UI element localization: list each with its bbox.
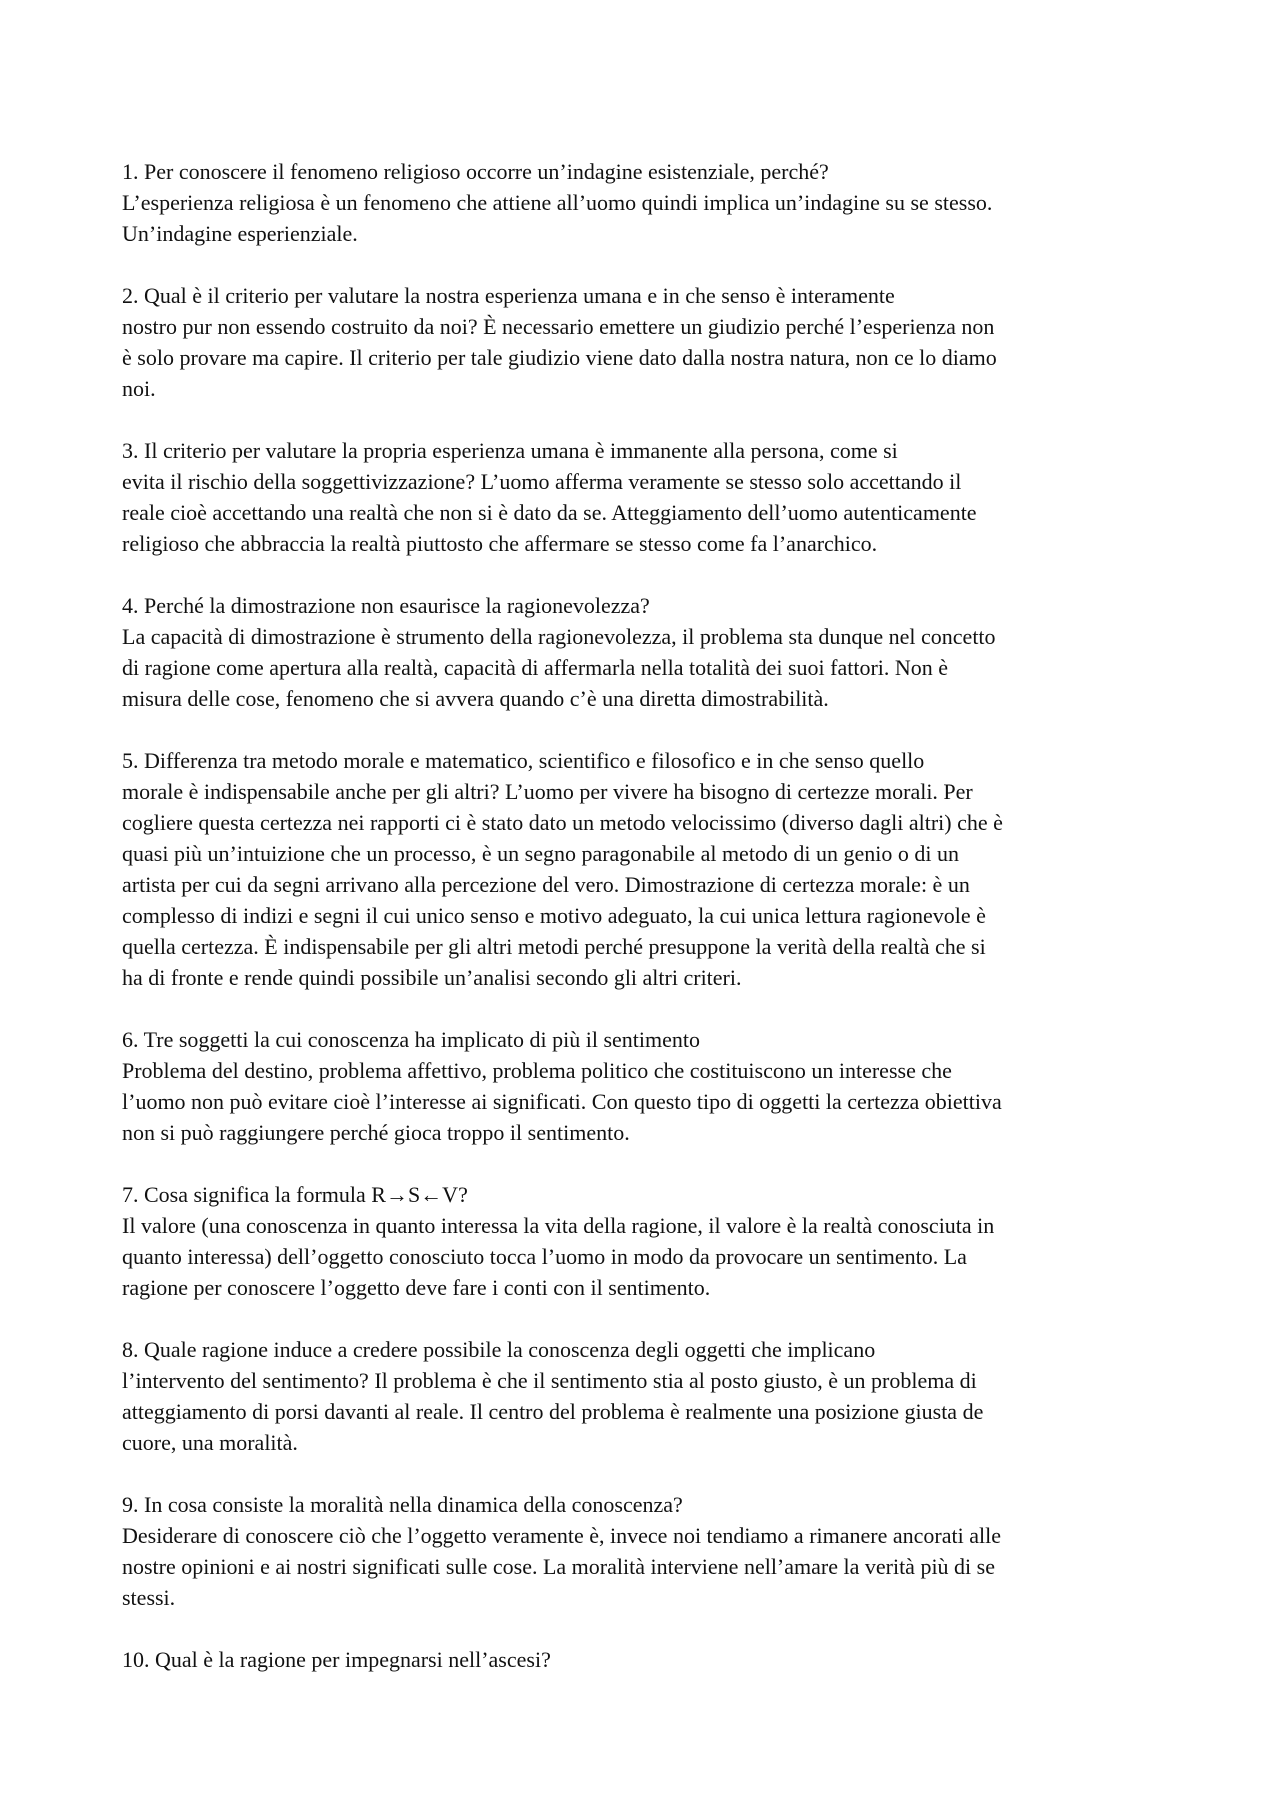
- question-10: [122, 1644, 1172, 1675]
- question-9-line-2: Desiderare di conoscere ciò che l’oggetto veramente è, invece noi tendiamo a rimanere ancorati alle: [122, 1523, 1001, 1548]
- question-8-line-2: l’intervento del sentimento? Il problema è che il sentimento stia al posto giusto, è un problema di: [122, 1368, 977, 1393]
- question-3: [122, 435, 1172, 559]
- question-5-line-7: quella certezza. È indispensabile per gli altri metodi perché presuppone la verità della realtà che si: [122, 934, 986, 959]
- question-9-line-1: 9. In cosa consiste la moralità nella dinamica della conoscenza?: [122, 1492, 683, 1517]
- question-4-line-1: 4. Perché la dimostrazione non esaurisce la ragionevolezza?: [122, 593, 650, 618]
- question-6-line-4: non si può raggiungere perché gioca troppo il sentimento.: [122, 1120, 630, 1145]
- question-3-line-1: 3. Il criterio per valutare la propria esperienza umana è immanente alla persona, come si: [122, 438, 898, 463]
- question-2-line-4: noi.: [122, 376, 156, 401]
- question-8-line-1: 8. Quale ragione induce a credere possibile la conoscenza degli oggetti che implicano: [122, 1337, 876, 1362]
- question-2-line-2: nostro pur non essendo costruito da noi? È necessario emettere un giudizio perché l’esperienza non: [122, 314, 995, 339]
- question-6-line-3: l’uomo non può evitare cioè l’interesse ai significati. Con questo tipo di oggetti la certezza obiettiva: [122, 1089, 1002, 1114]
- question-2-line-3: è solo provare ma capire. Il criterio per tale giudizio viene dato dalla nostra natura, non ce lo diamo: [122, 345, 997, 370]
- question-4: [122, 590, 1172, 714]
- question-4-line-2: La capacità di dimostrazione è strumento della ragionevolezza, il problema sta dunque nel concetto: [122, 624, 996, 649]
- question-9: [122, 1489, 1172, 1613]
- question-5: [122, 745, 1172, 993]
- question-1-line-3: Un’indagine esperienziale.: [122, 221, 358, 246]
- question-5-line-3: cogliere questa certezza nei rapporti ci è stato dato un metodo velocissimo (diverso dagli altri) che è: [122, 810, 1003, 835]
- question-10-line-1: 10. Qual è la ragione per impegnarsi nell’ascesi?: [122, 1647, 551, 1672]
- question-7-line-1: 7. Cosa significa la formula R→S←V?: [122, 1182, 468, 1207]
- question-5-line-2: morale è indispensabile anche per gli altri? L’uomo per vivere ha bisogno di certezze morali. Per: [122, 779, 973, 804]
- question-7-line-3: quanto interessa) dell’oggetto conosciuto tocca l’uomo in modo da provocare un sentimento. La: [122, 1244, 967, 1269]
- question-7: [122, 1179, 1172, 1303]
- question-1: [122, 156, 1172, 249]
- question-8-line-3: atteggiamento di porsi davanti al reale. Il centro del problema è realmente una posizione giusta de: [122, 1399, 984, 1424]
- question-6-line-1: 6. Tre soggetti la cui conoscenza ha implicato di più il sentimento: [122, 1027, 701, 1052]
- question-3-line-2: evita il rischio della soggettivizzazione? L’uomo afferma veramente se stesso solo accettando il: [122, 469, 962, 494]
- question-7-line-4: ragione per conoscere l’oggetto deve fare i conti con il sentimento.: [122, 1275, 711, 1300]
- question-1-line-2: L’esperienza religiosa è un fenomeno che attiene all’uomo quindi implica un’indagine su se stesso.: [122, 190, 993, 215]
- question-2-line-1: 2. Qual è il criterio per valutare la nostra esperienza umana e in che senso è interamente: [122, 283, 895, 308]
- question-5-line-8: ha di fronte e rende quindi possibile un’analisi secondo gli altri criteri.: [122, 965, 742, 990]
- question-4-line-4: misura delle cose, fenomeno che si avvera quando c’è una diretta dimostrabilità.: [122, 686, 829, 711]
- question-7-line-2: Il valore (una conoscenza in quanto interessa la vita della ragione, il valore è la realtà conosciuta in: [122, 1213, 995, 1238]
- question-9-line-3: nostre opinioni e ai nostri significati sulle cose. La moralità interviene nell’amare la verità più di se: [122, 1554, 995, 1579]
- question-3-line-3: reale cioè accettando una realtà che non si è dato da se. Atteggiamento dell’uomo autenticamente: [122, 500, 977, 525]
- document-body: [122, 156, 1172, 1706]
- question-4-line-3: di ragione come apertura alla realtà, capacità di affermarla nella totalità dei suoi fattori. Non è: [122, 655, 949, 680]
- question-8-line-4: cuore, una moralità.: [122, 1430, 298, 1455]
- question-1-line-1: 1. Per conoscere il fenomeno religioso occorre un’indagine esistenziale, perché?: [122, 159, 829, 184]
- question-3-line-4: religioso che abbraccia la realtà piuttosto che affermare se stesso come fa l’anarchico.: [122, 531, 878, 556]
- question-6-line-2: Problema del destino, problema affettivo, problema politico che costituiscono un interesse che: [122, 1058, 952, 1083]
- question-8: [122, 1334, 1172, 1458]
- question-9-line-4: stessi.: [122, 1585, 176, 1610]
- question-5-line-6: complesso di indizi e segni il cui unico senso e motivo adeguato, la cui unica lettura ragionevole è: [122, 903, 986, 928]
- question-2: [122, 280, 1172, 404]
- question-5-line-1: 5. Differenza tra metodo morale e matematico, scientifico e filosofico e in che senso quello: [122, 748, 925, 773]
- question-5-line-4: quasi più un’intuizione che un processo, è un segno paragonabile al metodo di un genio o di un: [122, 841, 960, 866]
- question-6: [122, 1024, 1172, 1148]
- question-5-line-5: artista per cui da segni arrivano alla percezione del vero. Dimostrazione di certezza morale: è un: [122, 872, 970, 897]
